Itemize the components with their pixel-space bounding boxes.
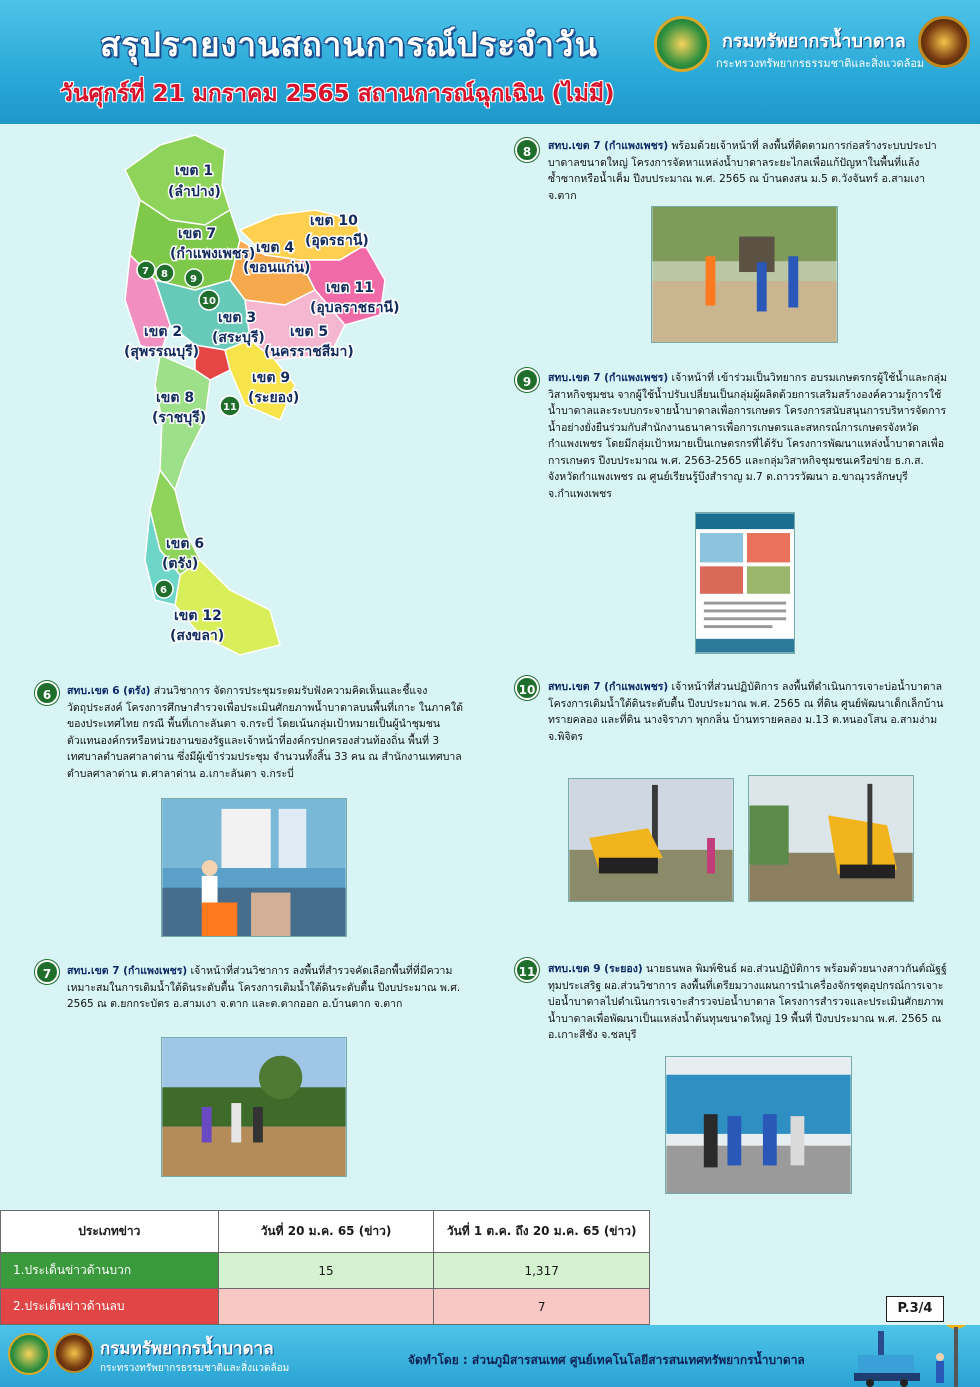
svg-text:6: 6: [160, 585, 167, 596]
news-headline: สทบ.เขต 7 (กำแพงเพชร): [548, 372, 669, 384]
region-5-name: เขต 5: [290, 324, 329, 340]
summary-row-negative: [1, 1289, 650, 1325]
svg-text:8: 8: [161, 269, 168, 280]
ministry-seal-icon: [918, 16, 970, 68]
news-photo: [161, 1037, 347, 1177]
svg-text:10: 10: [202, 296, 216, 307]
svg-text:9: 9: [190, 274, 197, 285]
region-1-name: เขต 1: [175, 163, 214, 179]
region-12-city: (สงขลา): [170, 628, 225, 644]
map-marker-9: [185, 269, 203, 287]
region-11-name: เขต 11: [326, 280, 374, 296]
header-banner: [0, 0, 980, 124]
news-text: [548, 679, 948, 745]
summary-negative-total: 7: [434, 1289, 650, 1325]
region-8-city: (ราชบุรี): [152, 410, 207, 426]
page-subtitle: วันศุกร์ที่ 21 มกราคม 2565 สถานการณ์ฉุกเฉิน (ไม่มี): [60, 81, 615, 107]
map-marker-11: [220, 396, 240, 416]
region-12-name: เขต 12: [174, 608, 222, 624]
news-number-badge: 8: [515, 138, 539, 162]
news-summary-table: [0, 1210, 650, 1325]
news-text: [548, 961, 948, 1044]
region-5-city: (นครราชสีมา): [264, 344, 354, 360]
region-10-city: (อุดรธานี): [305, 233, 369, 249]
summary-negative-day: [218, 1289, 434, 1325]
department-seal-icon: [654, 16, 710, 72]
page-number: P.3/4: [886, 1296, 944, 1322]
news-photo: [161, 798, 347, 937]
news-photo: [748, 775, 914, 902]
news-text: [548, 370, 948, 502]
header-org-subtitle: กระทรวงทรัพยากรธรรมชาติและสิ่งแวดล้อม: [716, 57, 925, 70]
ministry-seal-icon: [54, 1333, 94, 1373]
news-number-badge: 6: [35, 681, 59, 705]
page-title: สรุปรายงานสถานการณ์ประจำวัน: [100, 25, 599, 64]
region-7-city: (กำแพงเพชร): [170, 246, 256, 262]
news-body: นายธนพล พิมพ์ชินธ์ ผอ.ส่วนปฏิบัติการ พร้อมด้วยนางสาวกันต์ณัฐฐ์ ทุมประเสริฐ ผอ.ส่วนวิชาการ ลงพื้นที่เตรียมวางแผนการนำเครื่องจักรชุดอุปกรณ์การเจาะบ่อน้ำบาดาลไปดำเนินการเจาะสำรวจบ่อน้ำบาดาล โครงการสำรวจและประเมินศักยภาพน้ำบาดาลเพื่อพัฒนาเป็นแหล่งน้ำต้นทุนขนาดใหญ่ 19 พื้นที่ ปีงบประมาณ พ.ศ. 2565 ณ อ.เกาะสีชัง จ.ชลบุรี: [548, 963, 947, 1041]
summary-header-row: [1, 1211, 650, 1253]
news-photo: [568, 778, 734, 902]
news-text: [548, 138, 948, 204]
summary-positive-day: 15: [218, 1253, 434, 1289]
news-body: เจ้าหน้าที่ส่วนวิชาการ ลงพื้นที่สำรวจคัดเลือกพื้นที่ที่มีความเหมาะสมในการเติมน้ำใต้ดินระดับตื้น โครงการเติมน้ำใต้ดินระดับตื้น ปีงบประมาณ พ.ศ. 2565 ณ ต.ยกกระบัตร อ.สามเงา จ.ตาก และต.ตากออก อ.บ้านตาก จ.ตาก: [67, 965, 461, 1010]
footer-banner: [0, 1325, 980, 1387]
news-number-badge: 10: [515, 676, 539, 700]
summary-positive-label: 1.ประเด็นข่าวด้านบวก: [1, 1253, 219, 1289]
region-1-city: (ลำปาง): [168, 184, 221, 200]
news-number-badge: 9: [515, 368, 539, 392]
news-photo: [651, 206, 838, 343]
region-6-city: (ตรัง): [162, 556, 199, 572]
region-2-city: (สุพรรณบุรี): [124, 344, 200, 360]
news-photo: [665, 1056, 852, 1194]
map-marker-6: [155, 580, 173, 598]
news-headline: สทบ.เขต 9 (ระยอง): [548, 963, 643, 975]
news-body: เจ้าหน้าที่ เข้าร่วมเป็นวิทยากร อบรมเกษตรกรผู้ใช้น้ำและกลุ่มวิสาหกิจชุมชน จากผู้ใช้น้ำปรับเปลี่ยนเป็นกลุ่มผู้ผลิตด้วยการเสริมสร้างองค์ความรู้การใช้น้ำบาดาลและระบบกระจายน้ำบาดาลเพื่อการเกษตร โครงการสนับสนุนการบริหารจัดการน้ำอย่างยั่งยืนร่วมกับสำนักงานธนาคารเพื่อการเกษตรและสหกรณ์การเกษตรจังหวัดกำแพงเพชร โดยมีกลุ่มเป้าหมายเป็นเกษตรกรที่ได้รับ โครงการพัฒนาแหล่งน้ำบาดาลเพื่อการเกษตร ปีงบประมาณ พ.ศ. 2563-2565 และกลุ่มวิสาหกิจชุมชนเครือข่าย ธ.ก.ส. จังหวัดกำแพงเพชร ณ ศูนย์เรียนรู้บึงสำราญ ม.7 ต.ถาวรวัฒนา อ.ขาณุวรลักษบุรี จ.กำแพงเพชร: [548, 372, 948, 500]
region-9-city: (ระยอง): [248, 390, 300, 406]
map-marker-10: [199, 290, 219, 310]
region-4-name: เขต 4: [256, 240, 295, 256]
news-body: ส่วนวิชาการ จัดการประชุมระดมรับฟังความคิดเห็นและชี้แจงวัตถุประสงค์ โครงการศึกษาสำรวจเพื่อประเมินศักยภาพน้ำบาดาลบนพื้นที่เกาะ ในภาคใต้ของประเทศไทย กรณี พื้นที่เกาะลันตา จ.กระบี่ โดยเน้นกลุ่มเป้าหมายเป็นผู้นำชุมชน ตัวแทนองค์กรหรือหน่วยงานของรัฐและเจ้าหน้าที่องค์กรปกครองส่วนท้องถิ่น พื้นที่ 3 เทศบาลตำบลศาลาด่าน ซึ่งมีผู้เข้าร่วมประชุม จำนวนทั้งสิ้น 33 คน ณ สำนักงานเทศบาลตำบลศาลาด่าน ต.ศาลาด่าน อ.เกาะลันตา จ.กระบี่: [67, 685, 463, 780]
news-body: เจ้าหน้าที่ส่วนปฏิบัติการ ลงพื้นที่ดำเนินการเจาะบ่อน้ำบาดาลโครงการเติมน้ำใต้ดินระดับตื้น ปีงบประมาณ พ.ศ. 2565 ณ ที่ดิน ศูนย์พัฒนาเด็กเล็กบ้านทรายคลอง และที่ดิน นางจิราภา พุกกลิ่น บ้านทรายคลอง ม.13 ต.หนองโสน อ.สามง่าม จ.พิจิตร: [548, 681, 944, 743]
region-8-name: เขต 8: [156, 390, 195, 406]
region-11-city: (อุบลราชธานี): [310, 300, 400, 316]
svg-text:11: 11: [223, 402, 237, 413]
region-7-name: เขต 7: [178, 226, 217, 242]
drilling-rig-illustration-icon: [848, 1325, 976, 1387]
summary-negative-label: 2.ประเด็นข่าวด้านลบ: [1, 1289, 219, 1325]
region-10-name: เขต 10: [310, 213, 358, 229]
department-seal-icon: [8, 1333, 50, 1375]
summary-positive-total: 1,317: [434, 1253, 650, 1289]
footer-org-name: กรมทรัพยากรน้ำบาดาล: [100, 1339, 274, 1359]
news-body: พร้อมด้วยเจ้าหน้าที่ ลงพื้นที่ติดตามการก่อสร้างระบบประปาบาดาลขนาดใหญ่ โครงการจัดหาแหล่งน้ำบาดาลระยะไกลเพื่อแก้ปัญหาในพื้นที่แล้งซ้ำซากหรือน้ำเค็ม ปีงบประมาณ พ.ศ. 2565 ณ บ้านดงสน ม.5 ต.วังจันทร์ อ.สามเงา จ.ตาก: [548, 140, 937, 202]
news-headline: สทบ.เขต 7 (กำแพงเพชร): [67, 965, 188, 977]
summary-header-total: วันที่ 1 ต.ค. ถึง 20 ม.ค. 65 (ข่าว): [434, 1211, 650, 1253]
map-marker-8: [156, 264, 174, 282]
thailand-region-map: [100, 130, 410, 665]
region-4-city: (ขอนแก่น): [243, 260, 311, 276]
region-3-city: (สระบุรี): [212, 330, 265, 346]
news-number-badge: 7: [35, 960, 59, 984]
header-org-name: กรมทรัพยากรน้ำบาดาล: [722, 31, 906, 52]
summary-header-day: วันที่ 20 ม.ค. 65 (ข่าว): [218, 1211, 434, 1253]
summary-row-positive: [1, 1253, 650, 1289]
news-text: [67, 683, 467, 782]
news-text: [67, 963, 467, 1013]
region-2-name: เขต 2: [144, 324, 183, 340]
summary-header-type: ประเภทข่าว: [1, 1211, 219, 1253]
region-3-name: เขต 3: [218, 310, 257, 326]
news-number-badge: 11: [515, 958, 539, 982]
region-6-name: เขต 6: [166, 536, 205, 552]
news-headline: สทบ.เขต 7 (กำแพงเพชร): [548, 140, 669, 152]
footer-org-subtitle: กระทรวงทรัพยากรธรรมชาติและสิ่งแวดล้อม: [100, 1363, 290, 1374]
svg-text:7: 7: [142, 266, 149, 277]
region-9-name: เขต 9: [252, 370, 291, 386]
map-marker-7: [137, 261, 155, 279]
news-poster-photo: [695, 512, 795, 654]
footer-credit: จัดทำโดย : ส่วนภูมิสารสนเทศ ศูนย์เทคโนโลยีสารสนเทศทรัพยากรน้ำบาดาล: [408, 1353, 805, 1367]
news-headline: สทบ.เขต 7 (กำแพงเพชร): [548, 681, 669, 693]
news-headline: สทบ.เขต 6 (ตรัง): [67, 685, 151, 697]
